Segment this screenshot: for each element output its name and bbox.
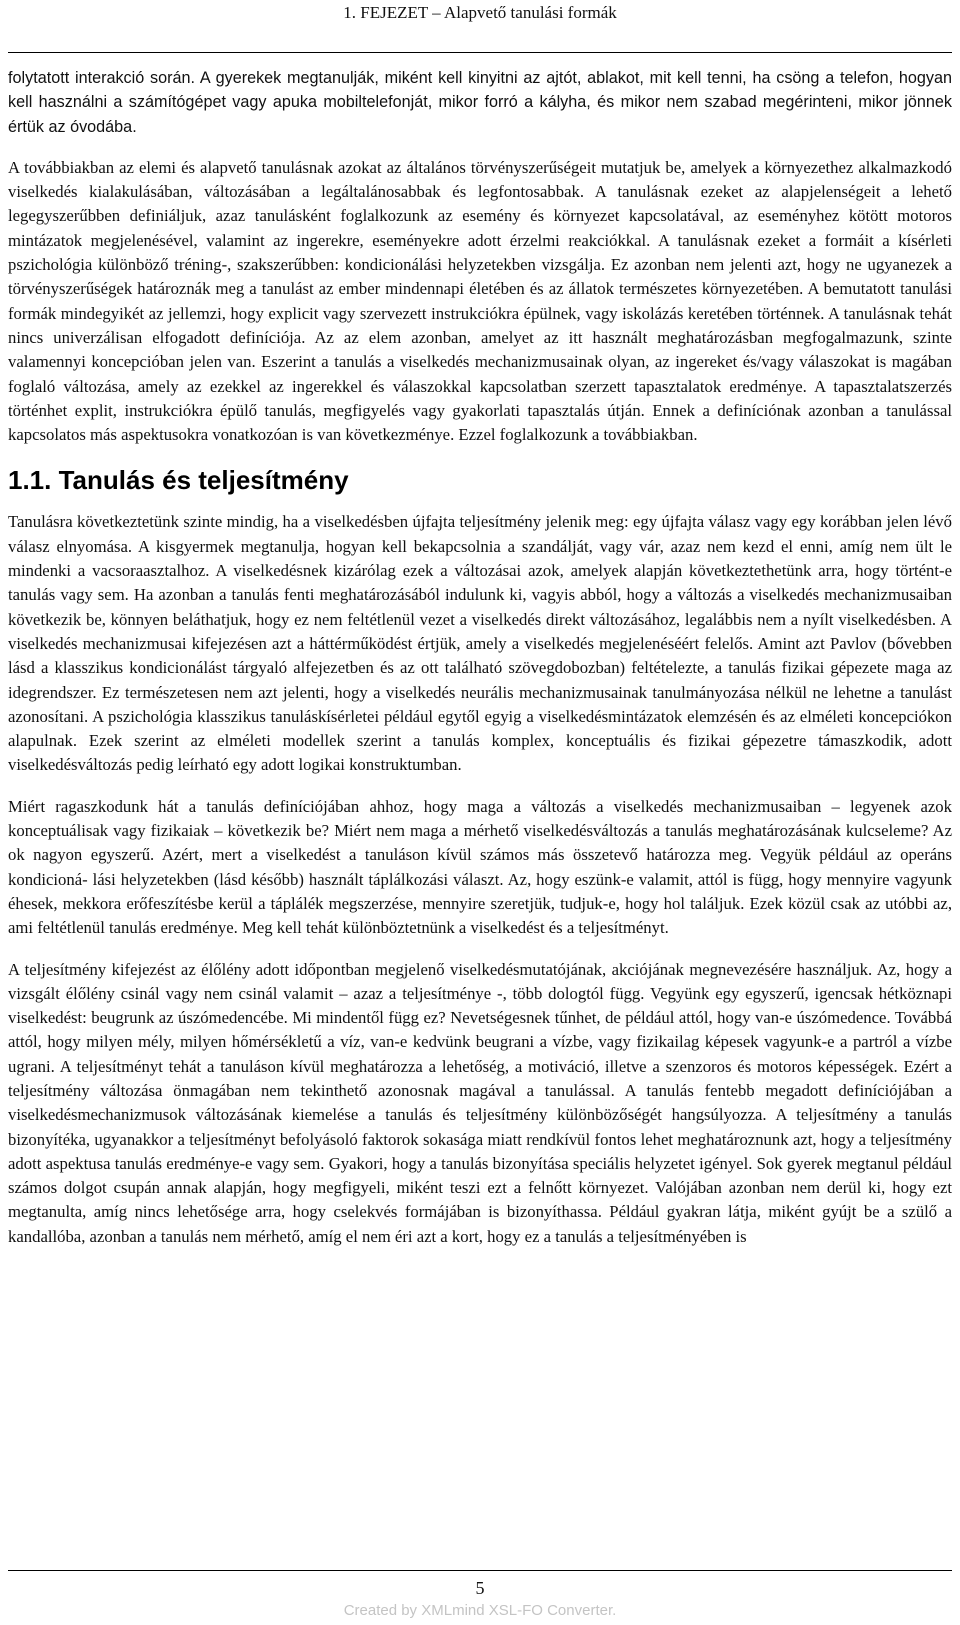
page-header xyxy=(0,0,960,50)
section-heading: 1.1. Tanulás és teljesítmény xyxy=(8,465,349,496)
paragraph-intro: A továbbiakban az elemi és alapvető tanulásnak azokat az általános törvényszerűségeit mutatjuk be, amelyek a környezethez alkalmazkodó viselkedés kialakulásában, változásában a legáltalánosabbak és legfontosabbak. A tanulásnak ezeket az alapjelenségeit a lehető legegyszerűbben definiáljuk, azaz tanulásként foglalkozunk az esemény és környezet kapcsolatával, az eseményhez kötött motoros mintázatok megjelenésével, valamint az ingerekre, eseményekre adott érzelmi reakciókkal. A tanulásnak ezeket a formáit a kísérleti pszichológia különböző tréning-, szakszerűbben: kondicionálási helyzetekben vizsgálja. Ez azonban nem jelenti azt, hogy ne ugyanezek a törvényszerűségek határoznák meg a tanulást az ember mindennapi életében és az állatok természetes környezetében. A bemutatott tanulási formák mindegyikét az jellemzi, hogy explicit vagy szervezett instrukciókra épülnek, vagy iskolázás keretében történnek. A tanulásnak tehát nincs univerzálisan elfogadott definíciója. Az az elem azonban, amelyet az itt használt meghatározásban megfogalmazunk, szinte valamennyi koncepcióban jelen van. Eszerint a tanulás a viselkedés mechanizmusainak olyan, az ingereket és/vagy válaszokat is magában foglaló változása, amely az ezekkel az ingerekkel és válaszokkal kapcsolatban szerzett tapasztalatok eredménye. A tapasztalatszerzés történhet explit, instrukciókra épülő tanulás, megfigyelés vagy gyakorlati tapasztalás útján. Ennek a definíciónak azonban a tanulással kapcsolatos más aspektusokra vonatkozóan is van következménye. Ezzel foglalkozunk a továbbiakban. xyxy=(8,157,952,445)
page-number: 5 xyxy=(475,1578,485,1598)
footer-divider xyxy=(8,1570,952,1571)
paragraph-continuation: folytatott interakció során. A gyerekek megtanulják, miként kell kinyitni az ajtót, ablakot, mit kell tenni, ha csöng a telefon, hogyan kell használni a számítógépet vagy apuka mobiltelefonját, mikor forró a kályha, és mikor nem szabad megérinteni, mikor jönnek értük az óvodába. xyxy=(8,69,952,136)
running-header-title: 1. FEJEZET – Alapvető tanulási formák xyxy=(343,3,617,22)
paragraph-learning-and-performance: Tanulásra következtetünk szinte mindig, ha a viselkedésben újfajta teljesítmény jelenik meg: egy újfajta válasz vagy egy korábban jelen lévő válasz elnyomása. A kisgyermek megtanulja, hogyan kell bekapcsolnia a szandálját, vagy vár, azaz nem kezd el enni, amíg nem ült le mindenki a vacsoraasztalhoz. A viselkedésnek kizárólag ezek a változásai azok, amelyek alapján következtethetünk arra, hogy történt-e tanulás vagy sem. Ha azonban a tanulás fenti meghatározásából indulunk ki, vagyis abból, hogy a változás a viselkedés mechanizmusaiban következik be, könnyen beláthatjuk, hogy ez nem feltétlenül vezet a viselkedés direkt változásához, legalábbis nem a nyílt viselkedésben. A viselkedés mechanizmusai kifejezésen azt a háttérműködést értjük, amely a viselkedés megjelenéséért felelős. Amint azt Pavlov (bővebben lásd a klasszikus kondicionálást tárgyaló alfejezetben és az ott található szövegdobozban) feltételezte, a tanulás fizikai gépezete maga az idegrendszer. Ez természetesen nem azt jelenti, hogy a viselkedés neurális mechanizmusainak tanulmányozása nélkül ne lehetne a tanulást azonosítani. A pszichológia klasszikus tanuláskísérletei például egytől egyig a viselkedésmintázatok elemzésén és az elméleti koncepciókon alapulnak. Ezek szerint az elméleti modellek szerint a tanulás komplex, konceptuális és fizikai gépezetre támaszkodik, adott viselkedésváltozás pedig leírható egy adott logikai konstruktumban. xyxy=(8,512,952,775)
paragraph-performance-definition: A teljesítmény kifejezést az élőlény adott időpontban megjelenő viselkedésmutatójának, akciójának megnevezésére használjuk. Az, hogy a vizsgált élőlény csinál vagy nem csinál valamit – azaz a teljesítménye -, több dologtól függ. Vegyünk egy egyszerű, igencsak hétköznapi viselkedést: beugrunk az úszómedencébe. Mi mindentől függ ez? Nevetségesnek tűnhet, de például attól, hogy van-e úszómedence. Továbbá attól, hogy milyen mély, milyen hőmérsékletű a víz, van-e kedvünk beugrani a vízbe, vagy fizikailag képesek vagyunk-e a partról a vízbe ugrani. A teljesítményt tehát a tanuláson kívül meghatározza a lehetőség, a motiváció, illetve a szenzoros és motoros képességek. Ezért a teljesítmény változása önmagában nem tekinthető azonosnak magával a tanulással. A tanulás fentebb megadott definíciójában a viselkedésmechanizmusok változásának kiemelése a tanulás és teljesítmény különbözőségét hangsúlyozza. A teljesítmény a tanulás bizonyítéka, ugyanakkor a teljesítményt befolyásoló faktorok sokasága miatt rendkívül fontos lehet meghatároznunk azt, hogy a teljesítmény adott aspektusa tanulás eredménye-e vagy sem. Gyakori, hogy a tanulás bizonyítása speciális helyzetet igényel. Sok gyerek megtanul például számos dolgot csupán annak alapján, hogy megfigyeli, miként teszi ezt a felnőtt környezet. Valójában azonban nem derül ki, hogy ezt megtanulta, amíg nincs lehetősége arra, hogy cselekvés formájában is bizonyíthassa. Például gyakran látja, miként gyújt be a szülő a kandallóba, azonban a tanulás nem mérhető, amíg el nem éri azt a kort, hogy ez a tanulás a teljesítményében is xyxy=(8,959,952,1246)
converter-watermark: Created by XMLmind XSL-FO Converter. xyxy=(343,1602,617,1619)
header-divider xyxy=(8,52,952,53)
paragraph-why-mechanisms: Miért ragaszkodunk hát a tanulás definíciójában ahhoz, hogy maga a változás a viselkedés mechanizmusaiban – legyenek azok konceptuálisak vagy fizikaiak – következik be? Miért nem maga a mérhető viselkedésváltozás a tanulás meghatározásának kulcseleme? Az ok nagyon egyszerű. Azért, mert a viselkedést a tanuláson kívül számos más összetevő határozza meg. Vegyük például az operáns kondicioná- lási helyzetekben (lásd később) használt táplálkozási választ. Az, hogy eszünk-e valamit, attól is függ, hogy mennyire vagyunk éhesek, mekkora erőfeszítésbe kerül a táplálék megszerzése, mennyire szeretjük, tudjuk-e, hogy hol találjuk. Ezek közül csak az utóbbi az, ami feltétlenül tanulás eredménye. Meg kell tehát különböztetnünk a viselkedést és a teljesítményt. xyxy=(8,796,952,938)
page-content xyxy=(8,66,952,1266)
